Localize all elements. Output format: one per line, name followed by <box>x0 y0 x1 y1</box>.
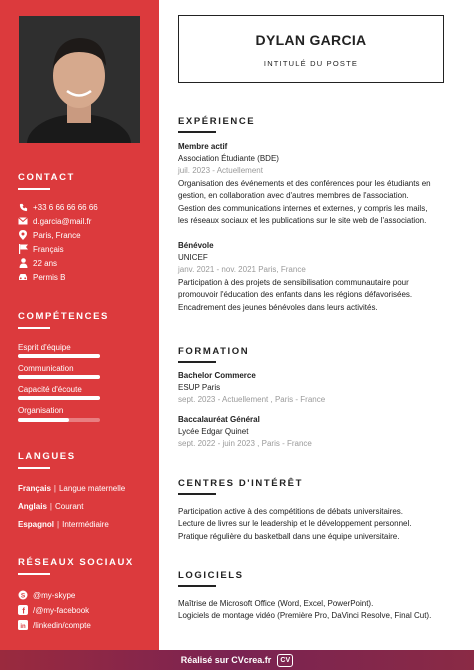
skill-bar <box>18 354 100 358</box>
skill-bar-fill <box>18 418 69 422</box>
contact-license: Permis B <box>18 271 65 283</box>
experience-heading: EXPÉRIENCE <box>178 116 256 127</box>
experience-org: UNICEF <box>178 253 208 262</box>
job-title: INTITULÉ DU POSTE <box>263 59 359 68</box>
interests-list: Participation active à des compétitions de débats universitaires. Lecture de livres sur le leadership et le développement personnel. Pratique régulière du basketball dans une équipe universitaire. <box>178 507 412 541</box>
social-facebook[interactable]: f /@my-facebook <box>18 604 89 616</box>
interests-heading: CENTRES D'INTÉRÊT <box>178 478 303 489</box>
location-pin-icon <box>18 230 28 240</box>
contact-age: 22 ans <box>18 257 57 269</box>
flag-icon <box>18 244 28 254</box>
skill-bar <box>18 375 100 379</box>
experience-org: Association Étudiante (BDE) <box>178 154 279 163</box>
education-degree: Bachelor Commerce <box>178 371 256 380</box>
svg-text:S: S <box>20 592 26 600</box>
contact-phone: +33 6 66 66 66 66 <box>18 201 98 213</box>
skill-bar <box>18 396 100 400</box>
experience-dates: janv. 2021 - nov. 2021 Paris, France <box>178 265 306 274</box>
phone-icon <box>18 202 28 212</box>
profile-photo <box>19 16 140 143</box>
candidate-name: DYLAN GARCIA <box>255 32 367 48</box>
social-rule <box>18 573 50 575</box>
calendar-icon <box>18 258 28 268</box>
skype-icon <box>18 590 28 600</box>
contact-nationality: Français <box>18 243 64 255</box>
education-dates: sept. 2023 - Actuellement , Paris - France <box>178 395 326 404</box>
language-row: Espagnol | Intermédiaire <box>18 520 109 529</box>
education-dates: sept. 2022 - juin 2023 , Paris - France <box>178 439 312 448</box>
education-heading: FORMATION <box>178 346 250 357</box>
sidebar <box>0 0 159 650</box>
skills-rule <box>18 327 50 329</box>
skill-label: Capacité d'écoute <box>18 385 82 394</box>
software-heading: LOGICIELS <box>178 570 244 581</box>
experience-role: Bénévole <box>178 241 214 250</box>
experience-dates: juil. 2023 - Actuellement <box>178 166 263 175</box>
social-heading: RÉSEAUX SOCIAUX <box>18 557 134 568</box>
svg-text:in: in <box>20 624 26 630</box>
contact-email[interactable]: d.garcia@mail.fr <box>18 215 91 227</box>
skill-bar <box>18 418 100 422</box>
email-icon <box>18 216 28 226</box>
education-school: Lycée Edgar Quinet <box>178 427 249 436</box>
language-row: Anglais | Courant <box>18 502 84 511</box>
software-rule <box>178 585 216 587</box>
svg-text:f: f <box>22 606 25 615</box>
education-rule <box>178 361 216 363</box>
skill-label: Communication <box>18 364 74 373</box>
interests-rule <box>178 493 216 495</box>
footer-text: Réalisé sur CVcrea.fr <box>180 655 272 665</box>
languages-rule <box>18 467 50 469</box>
skills-heading: COMPÉTENCES <box>18 311 109 322</box>
name-box <box>178 15 444 83</box>
education-degree: Baccalauréat Général <box>178 415 260 424</box>
language-row: Français | Langue maternelle <box>18 484 126 493</box>
contact-rule <box>18 188 50 190</box>
linkedin-icon <box>18 620 28 630</box>
skill-label: Esprit d'équipe <box>18 343 71 352</box>
skill-bar-fill <box>18 354 100 358</box>
experience-role: Membre actif <box>178 142 228 151</box>
skill-label: Organisation <box>18 406 64 415</box>
experience-description: Organisation des événements et des conférences pour les étudiants en gestion, en collaboration avec d'autres membres de l'association. Gestion des communications internes et externes, y compris les mails, les réseaux sociaux et les publications sur le site web de l'association. <box>178 179 431 225</box>
languages-heading: LANGUES <box>18 451 76 462</box>
contact-heading: CONTACT <box>18 172 75 183</box>
car-icon <box>18 272 28 282</box>
social-linkedin[interactable]: in /linkedin/compte <box>18 619 91 631</box>
skill-bar-fill <box>18 375 100 379</box>
facebook-icon <box>18 605 28 615</box>
skill-bar-fill <box>18 396 100 400</box>
social-skype[interactable]: S @my-skype <box>18 589 75 601</box>
contact-location: Paris, France <box>18 229 81 241</box>
experience-rule <box>178 131 216 133</box>
education-school: ESUP Paris <box>178 383 221 392</box>
software-list: Maîtrise de Microsoft Office (Word, Excel, PowerPoint). Logiciels de montage vidéo (Première Pro, DaVinci Resolve, Final Cut). <box>178 599 432 621</box>
footer-banner[interactable] <box>0 650 474 670</box>
experience-description: Participation à des projets de sensibilisation communautaire pour promouvoir l'éducation des enfants dans les régions défavorisées. Encadrement des jeunes bénévoles dans leurs activités. <box>178 278 413 312</box>
cvcrea-logo: CV <box>277 654 293 667</box>
